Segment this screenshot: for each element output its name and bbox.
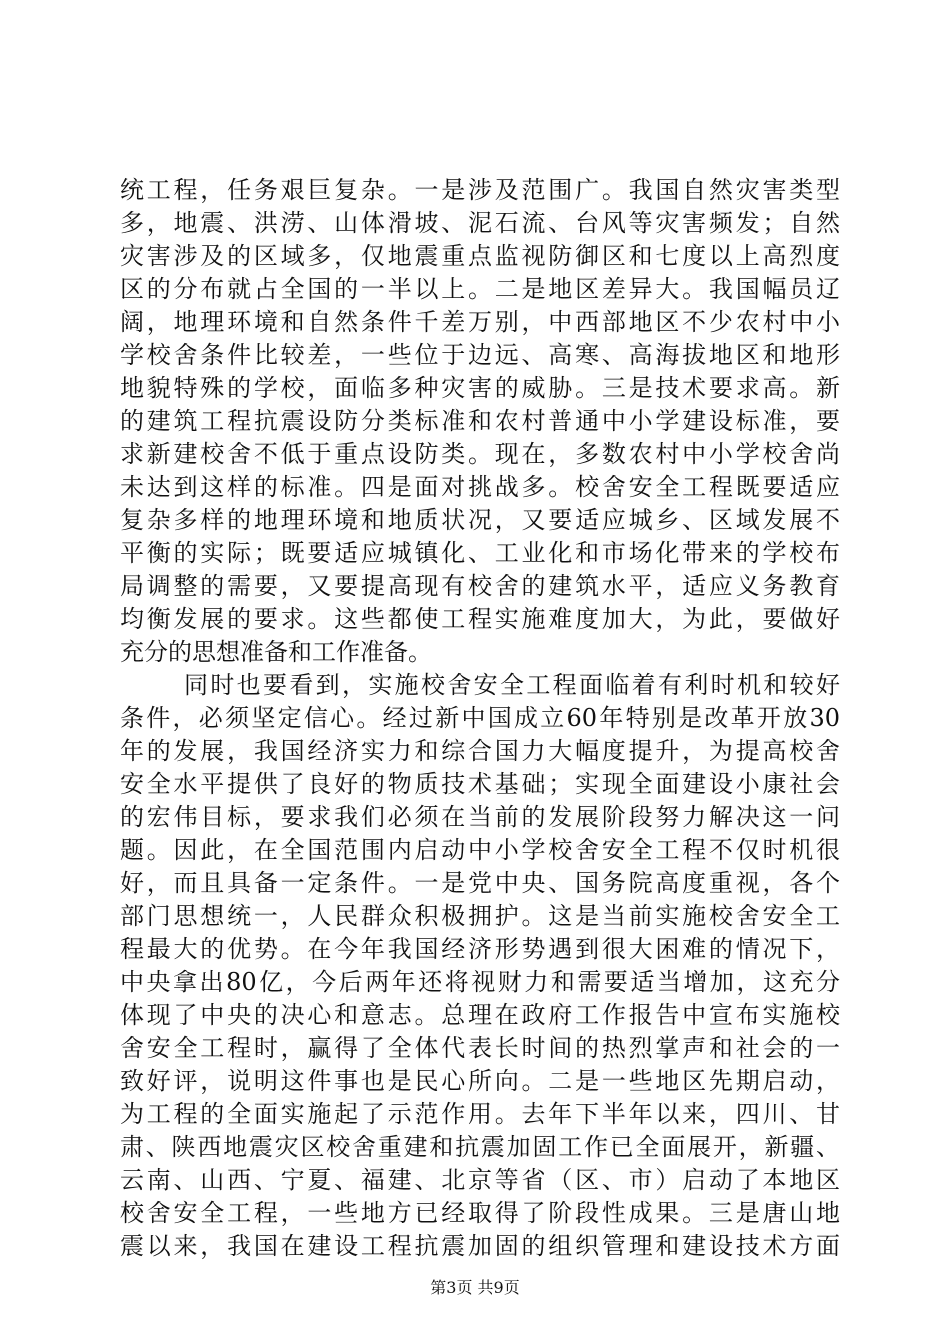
text-line: 致好评，说明这件事也是民心所向。二是一些地区先期启动， <box>120 1067 840 1095</box>
text-line: 校舍安全工程，一些地方已经取得了阶段性成果。三是唐山地 <box>120 1199 840 1227</box>
text-line: 程最大的优势。在今年我国经济形势遇到很大困难的情况下， <box>120 935 840 963</box>
text-line: 学校舍条件比较差，一些位于边远、高寒、高海拔地区和地形 <box>120 341 840 369</box>
text-line: 条件，必须坚定信心。经过新中国成立60年特别是改革开放30 <box>120 704 840 732</box>
text-line: 为工程的全面实施起了示范作用。去年下半年以来，四川、甘 <box>120 1100 840 1128</box>
text-line: 安全水平提供了良好的物质技术基础；实现全面建设小康社会 <box>120 770 840 798</box>
paragraph-1 <box>120 174 840 669</box>
text-line: 体现了中央的决心和意志。总理在政府工作报告中宣布实施校 <box>120 1001 840 1029</box>
paragraph-2 <box>120 669 840 1263</box>
text-line: 震以来，我国在建设工程抗震加固的组织管理和建设技术方面 <box>120 1232 840 1260</box>
document-body <box>120 174 840 1263</box>
text-line: 均衡发展的要求。这些都使工程实施难度加大，为此，要做好 <box>120 605 840 633</box>
text-line: 求新建校舍不低于重点设防类。现在，多数农村中小学校舍尚 <box>120 440 840 468</box>
text-line: 同时也要看到，实施校舍安全工程面临着有利时机和较好 <box>184 671 840 699</box>
text-line: 阔，地理环境和自然条件千差万别，中西部地区不少农村中小 <box>120 308 840 336</box>
text-line: 云南、山西、宁夏、福建、北京等省（区、市）启动了本地区 <box>120 1166 840 1194</box>
text-line: 多，地震、洪涝、山体滑坡、泥石流、台风等灾害频发；自然 <box>120 209 840 237</box>
text-line: 舍安全工程时，赢得了全体代表长时间的热烈掌声和社会的一 <box>120 1034 840 1062</box>
text-line: 充分的思想准备和工作准备。 <box>120 638 432 666</box>
page-number-footer: 第3页 共9页 <box>430 1278 520 1297</box>
text-line: 肃、陕西地震灾区校舍重建和抗震加固工作已全面展开，新疆、 <box>120 1133 840 1161</box>
text-line: 平衡的实际；既要适应城镇化、工业化和市场化带来的学校布 <box>120 539 840 567</box>
text-line: 年的发展，我国经济实力和综合国力大幅度提升，为提高校舍 <box>120 737 840 765</box>
text-line: 的宏伟目标，要求我们必须在当前的发展阶段努力解决这一问 <box>120 803 840 831</box>
text-line: 灾害涉及的区域多，仅地震重点监视防御区和七度以上高烈度 <box>120 242 840 270</box>
text-line: 中央拿出80亿，今后两年还将视财力和需要适当增加，这充分 <box>120 968 840 996</box>
text-line: 的建筑工程抗震设防分类标准和农村普通中小学建设标准，要 <box>120 407 840 435</box>
text-line: 部门思想统一，人民群众积极拥护。这是当前实施校舍安全工 <box>120 902 840 930</box>
text-line: 好，而且具备一定条件。一是党中央、国务院高度重视，各个 <box>120 869 840 897</box>
text-line: 题。因此，在全国范围内启动中小学校舍安全工程不仅时机很 <box>120 836 840 864</box>
text-line: 地貌特殊的学校，面临多种灾害的威胁。三是技术要求高。新 <box>120 374 840 402</box>
text-line: 统工程，任务艰巨复杂。一是涉及范围广。我国自然灾害类型 <box>120 176 840 204</box>
text-line: 复杂多样的地理环境和地质状况，又要适应城乡、区域发展不 <box>120 506 840 534</box>
text-line: 局调整的需要，又要提高现有校舍的建筑水平，适应义务教育 <box>120 572 840 600</box>
text-line: 未达到这样的标准。四是面对挑战多。校舍安全工程既要适应 <box>120 473 840 501</box>
text-line: 区的分布就占全国的一半以上。二是地区差异大。我国幅员辽 <box>120 275 840 303</box>
